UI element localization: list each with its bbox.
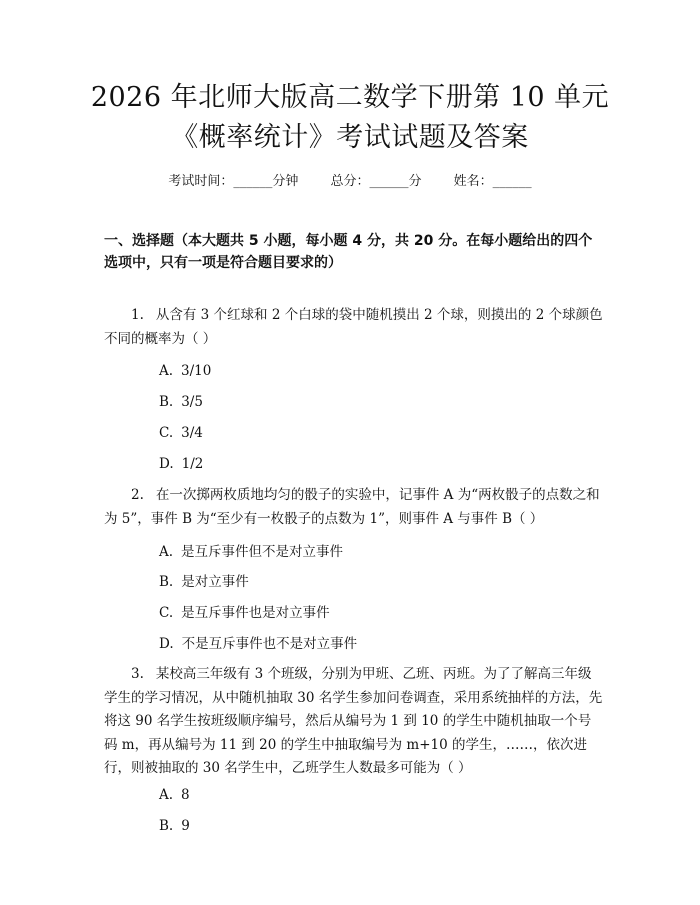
exam-meta-line [0,170,700,189]
question-1-option-c [159,424,203,442]
option-text: 是互斥事件但不是对立事件 [181,544,344,560]
name-field: 姓名：______ [453,174,532,189]
exam-title-line-1: 2026 年北师大版高二数学下册第 10 单元 [90,82,610,113]
question-1-option-a [159,362,211,380]
option-letter: C. [159,605,174,621]
question-number: 2. [131,487,144,503]
option-text: 1/2 [181,456,204,472]
total-score-field: 总分：______分 [330,174,422,189]
option-letter: D. [159,636,174,652]
question-2-option-b [159,573,249,591]
option-letter: D. [159,456,174,472]
exam-time-field: 考试时间：______分钟 [168,174,299,189]
option-letter: C. [159,425,174,441]
option-text: 不是互斥事件也不是对立事件 [181,636,358,652]
option-text: 3/5 [181,394,203,410]
question-2-option-a [159,543,343,561]
section-1-heading: 一、选择题（本大题共 5 小题，每小题 4 分，共 20 分。在每小题给出的四个选项中，只有一项是符合题目要求的） [104,233,593,271]
question-3-option-a [159,786,190,804]
question-2-option-c [159,604,330,622]
question-2-option-d [159,635,357,653]
question-number: 1. [131,307,144,323]
question-3 [104,663,604,781]
exam-title-line-2: 《概率统计》考试试题及答案 [171,122,529,153]
question-number: 3. [131,666,144,682]
option-letter: B. [159,394,174,410]
option-text: 是对立事件 [181,574,249,590]
option-text: 9 [181,818,190,834]
question-1-option-b [159,393,203,411]
option-letter: B. [159,574,174,590]
question-text: 在一次掷两枚质地均匀的骰子的实验中，记事件 A 为“两枚骰子的点数之和为 5”，事件 B 为“至少有一枚骰子的点数为 1”，则事件 A 与事件 B（ ） [104,487,600,527]
option-text: 3/4 [181,425,203,441]
question-1-option-d [159,455,203,473]
option-text: 是互斥事件也是对立事件 [181,605,330,621]
question-text: 从含有 3 个红球和 2 个白球的袋中随机摸出 2 个球，则摸出的 2 个球颜色不同的概率为（ ） [104,307,603,347]
question-3-option-b [159,817,190,835]
option-letter: B. [159,818,174,834]
option-letter: A. [159,787,174,803]
option-letter: A. [159,544,174,560]
option-text: 3/10 [181,363,212,379]
option-text: 8 [181,787,190,803]
question-text: 某校高三年级有 3 个班级，分别为甲班、乙班、丙班。为了了解高三年级学生的学习情况，从中随机抽取 30 名学生参加问卷调查，采用系统抽样的方法，先将这 90 名学生按班级顺序编号，然后从编号为 1 到 10 的学生中随机抽取一个号码 m，再从编号为 11 到 20 的学生中抽取编号为 m+10 的学生，……，依次进行，则被抽取的 30 名学生中，乙班学生人数最多可能为（ ） [104,666,603,776]
question-2 [104,484,604,531]
option-letter: A. [159,363,174,379]
question-1 [104,304,604,351]
